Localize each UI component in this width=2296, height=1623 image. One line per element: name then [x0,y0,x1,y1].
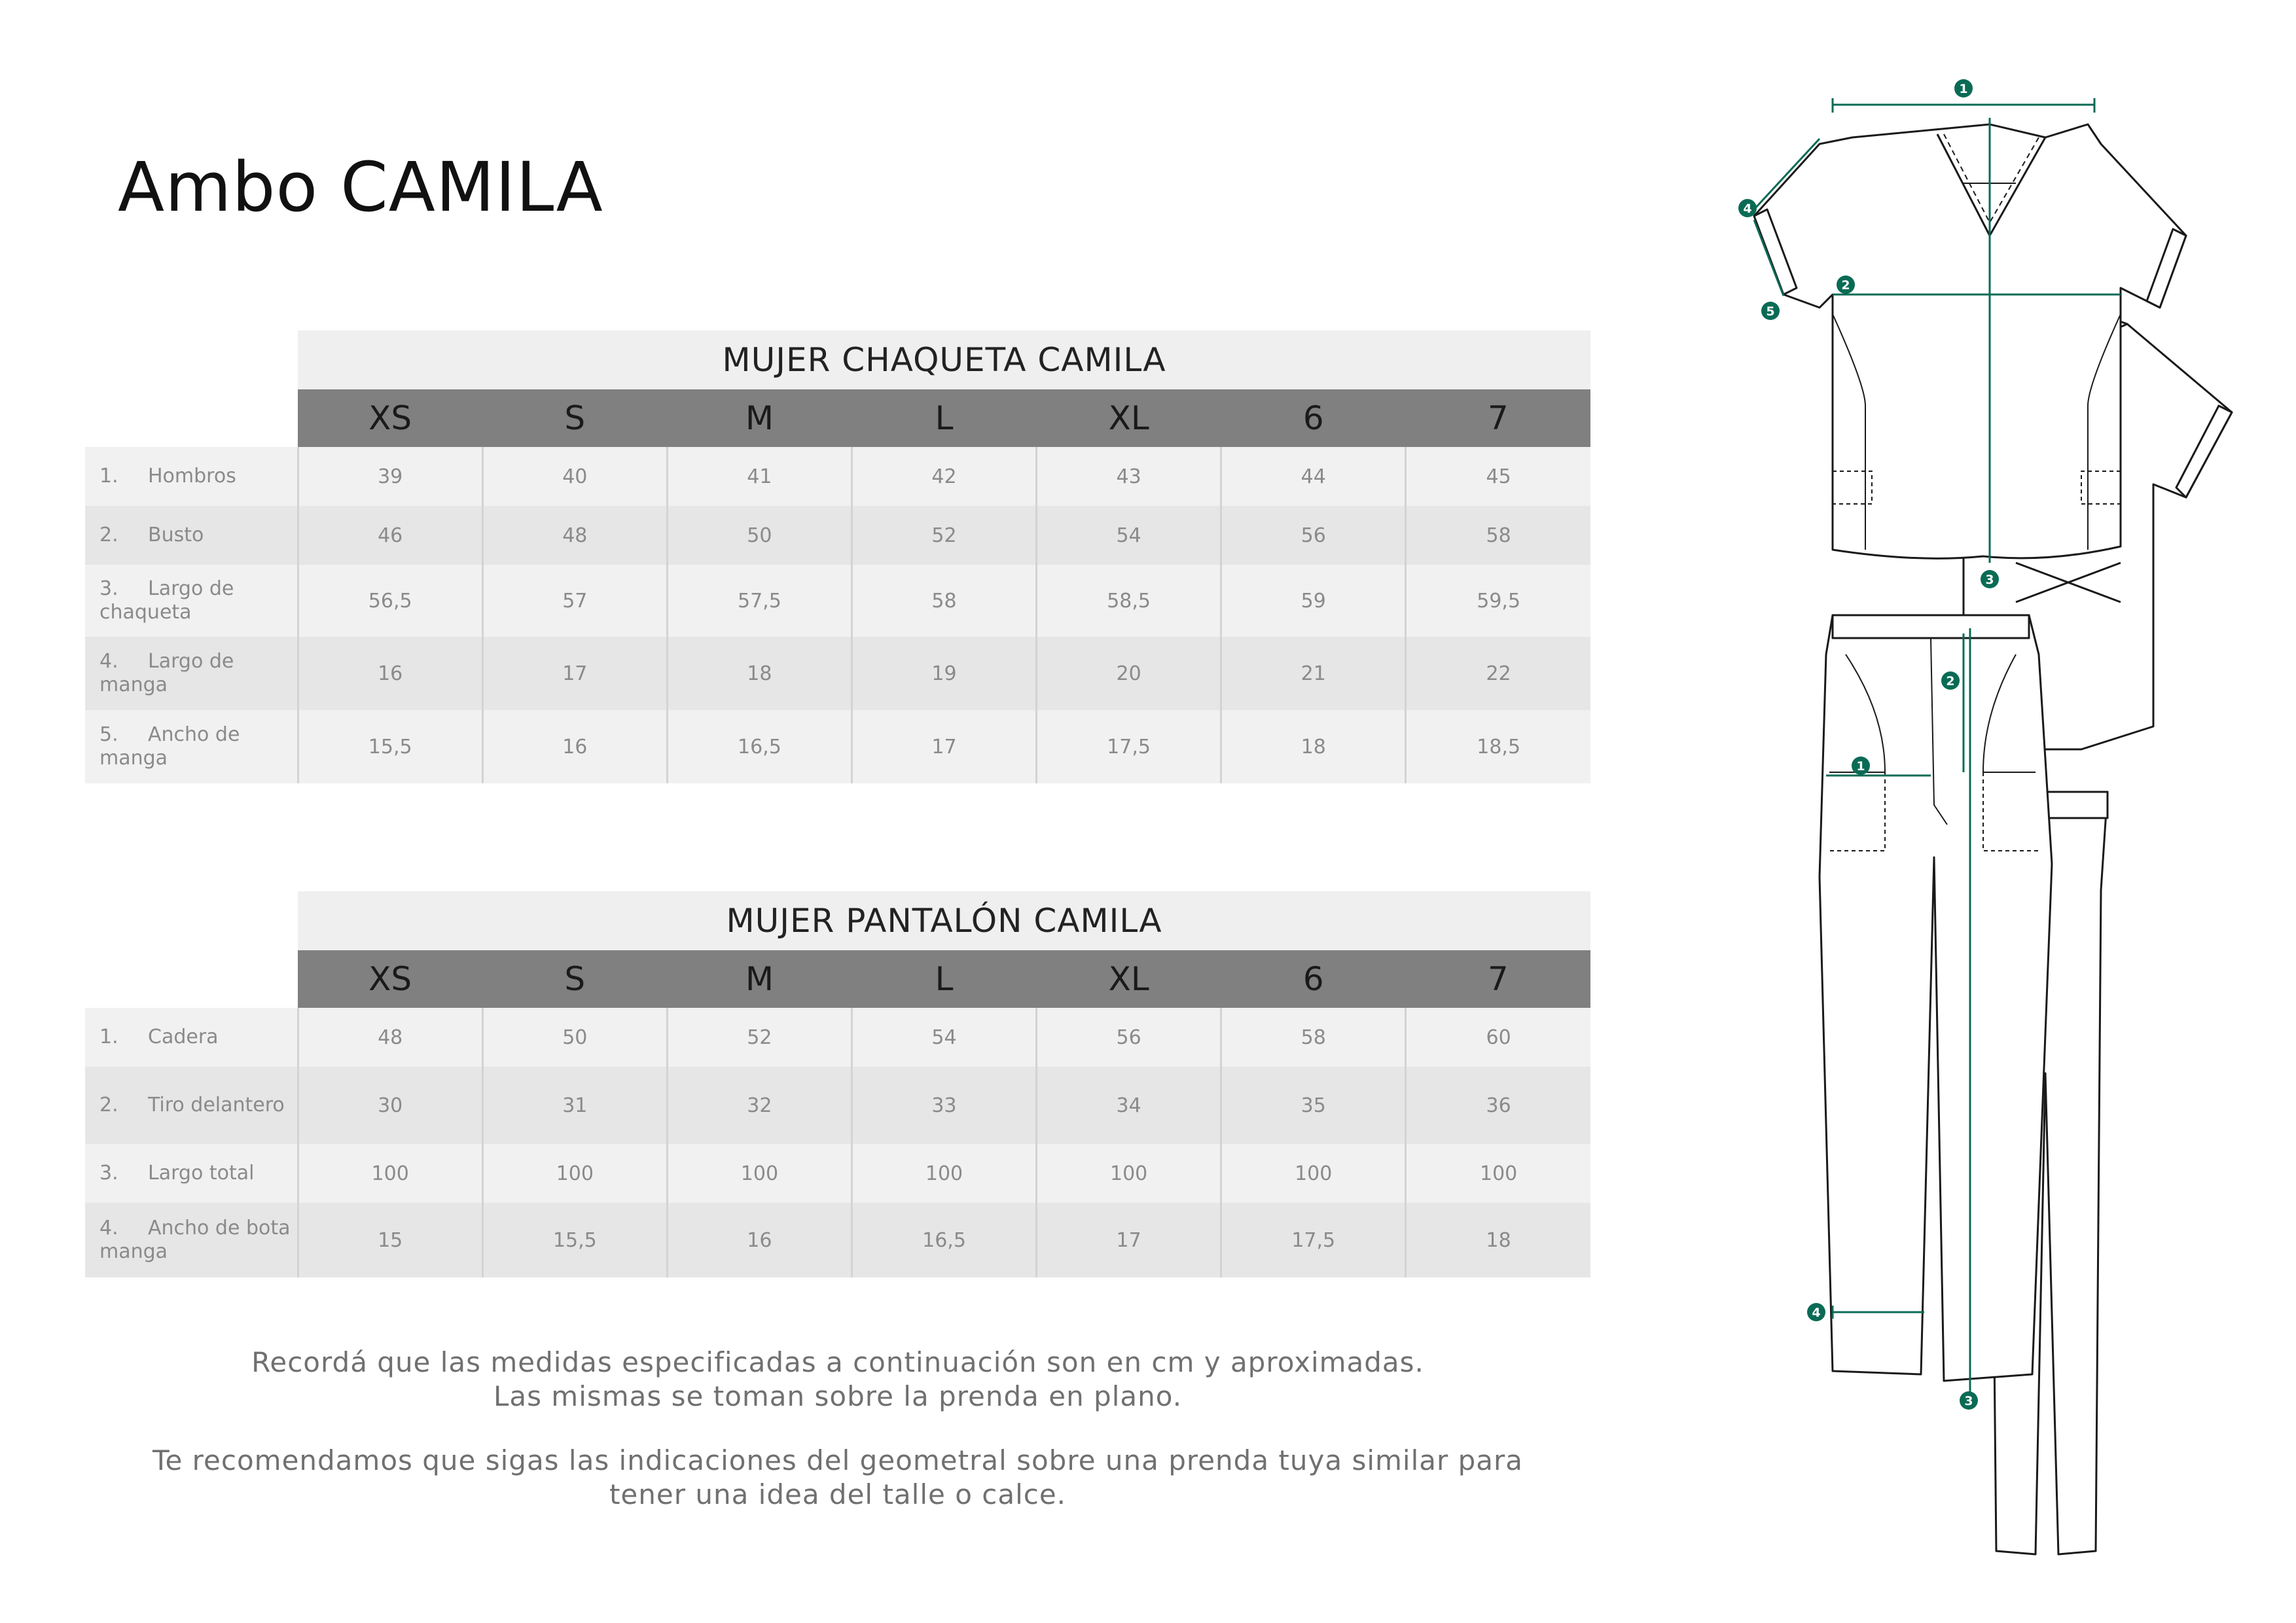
table-cell: 41 [667,447,852,506]
table-cell: 30 [298,1067,482,1144]
table-cell: 58 [852,565,1036,637]
size-header: XL [1037,389,1221,447]
pants-size-table [85,891,1590,1277]
garment-technical-drawing [1558,65,2296,1623]
table-cell: 18 [667,637,852,710]
table-cell: 16,5 [667,710,852,783]
pants-front-drawing [1820,615,2052,1381]
table-cell: 58 [1406,506,1590,565]
table-cell: 31 [482,1067,667,1144]
size-header: M [667,389,852,447]
row-label: 2. Busto [85,506,298,565]
table-cell: 18,5 [1406,710,1590,783]
table-cell: 17,5 [1037,710,1221,783]
table-cell: 48 [298,1008,482,1067]
size-header: L [852,389,1036,447]
table-cell: 54 [1037,506,1221,565]
row-label: 2. Tiro delantero [85,1067,298,1144]
marker-1-icon [1852,757,1870,775]
table-cell: 17,5 [1221,1203,1406,1277]
row-label: 4. Ancho de bota manga [85,1203,298,1277]
jacket-front-drawing [1754,124,2186,558]
page-title: Ambo CAMILA [118,147,603,227]
pants-table-title: MUJER PANTALÓN CAMILA [298,891,1590,950]
table-row [85,637,1590,710]
size-header: 7 [1406,950,1590,1008]
marker-5-icon [1761,302,1780,320]
table-cell: 22 [1406,637,1590,710]
size-header: 7 [1406,389,1590,447]
svg-text:4: 4 [1812,1306,1821,1320]
table-cell: 46 [298,506,482,565]
row-label: 4. Largo de manga [85,637,298,710]
table-cell: 57 [482,565,667,637]
table-cell: 100 [1221,1144,1406,1203]
svg-text:1: 1 [1959,82,1968,96]
row-label: 3. Largo total [85,1144,298,1203]
table-cell: 34 [1037,1067,1221,1144]
svg-text:3: 3 [1964,1394,1973,1408]
table-cell: 18 [1221,710,1406,783]
jacket-table-title: MUJER CHAQUETA CAMILA [298,330,1590,389]
marker-3-icon [1981,570,1999,588]
table-cell: 58 [1221,1008,1406,1067]
size-header: S [482,950,667,1008]
svg-text:1: 1 [1856,759,1865,774]
marker-1-icon [1954,79,1973,98]
table-cell: 45 [1406,447,1590,506]
table-cell: 100 [298,1144,482,1203]
table-cell: 60 [1406,1008,1590,1067]
table-cell: 21 [1221,637,1406,710]
svg-text:5: 5 [1766,304,1775,319]
row-label: 5. Ancho de manga [85,710,298,783]
table-cell: 36 [1406,1067,1590,1144]
table-row [85,710,1590,783]
table-cell: 17 [1037,1203,1221,1277]
table-cell: 100 [852,1144,1036,1203]
table-cell: 59,5 [1406,565,1590,637]
size-header: S [482,389,667,447]
table-cell: 50 [667,506,852,565]
table-cell: 40 [482,447,667,506]
table-row [85,1144,1590,1203]
table-cell: 16 [482,710,667,783]
table-row [85,1203,1590,1277]
table-cell: 35 [1221,1067,1406,1144]
table-row [85,1067,1590,1144]
table-cell: 39 [298,447,482,506]
svg-text:2: 2 [1946,674,1955,688]
table-cell: 59 [1221,565,1406,637]
table-cell: 17 [852,710,1036,783]
size-header: 6 [1221,950,1406,1008]
table-cell: 100 [482,1144,667,1203]
row-label: 3. Largo de chaqueta [85,565,298,637]
recommendation-note: Te recomendamos que sigas las indicaciones del geometral sobre una prenda tuya similar para tener una idea del talle o calce. [152,1444,1524,1510]
table-cell: 52 [852,506,1036,565]
table-cell: 32 [667,1067,852,1144]
marker-4-icon [1738,199,1757,217]
table-row [85,506,1590,565]
table-cell: 16,5 [852,1203,1036,1277]
marker-2-icon [1837,276,1855,294]
table-cell: 33 [852,1067,1036,1144]
measurement-note: Recordá que las medidas especificadas a continuación son en cm y aproximadas. Las mismas se toman sobre la prenda en plano. [251,1346,1424,1412]
marker-4-icon [1807,1303,1825,1321]
table-cell: 54 [852,1008,1036,1067]
size-header: XL [1037,950,1221,1008]
table-cell: 15,5 [298,710,482,783]
table-cell: 57,5 [667,565,852,637]
size-header: 6 [1221,389,1406,447]
table-cell: 56,5 [298,565,482,637]
table-cell: 16 [298,637,482,710]
marker-2-icon [1941,671,1960,690]
table-cell: 56 [1221,506,1406,565]
table-cell: 15,5 [482,1203,667,1277]
size-header: XS [298,389,482,447]
row-label: 1. Hombros [85,447,298,506]
table-cell: 19 [852,637,1036,710]
table-cell: 20 [1037,637,1221,710]
row-label: 1. Cadera [85,1008,298,1067]
svg-text:4: 4 [1743,202,1752,216]
table-cell: 100 [1037,1144,1221,1203]
table-cell: 42 [852,447,1036,506]
size-header: M [667,950,852,1008]
table-row [85,565,1590,637]
table-cell: 15 [298,1203,482,1277]
jacket-size-table [85,330,1590,783]
marker-3-icon [1960,1391,1978,1410]
table-row [85,447,1590,506]
table-cell: 18 [1406,1203,1590,1277]
table-cell: 52 [667,1008,852,1067]
svg-text:2: 2 [1841,278,1850,293]
table-cell: 43 [1037,447,1221,506]
size-header-row [85,389,1590,447]
table-cell: 58,5 [1037,565,1221,637]
size-header: XS [298,950,482,1008]
table-cell: 50 [482,1008,667,1067]
table-cell: 56 [1037,1008,1221,1067]
table-cell: 100 [1406,1144,1590,1203]
table-cell: 44 [1221,447,1406,506]
table-cell: 17 [482,637,667,710]
table-cell: 48 [482,506,667,565]
svg-text:3: 3 [1985,573,1994,587]
table-row [85,1008,1590,1067]
table-cell: 16 [667,1203,852,1277]
size-header-row [85,950,1590,1008]
size-header: L [852,950,1036,1008]
table-cell: 100 [667,1144,852,1203]
